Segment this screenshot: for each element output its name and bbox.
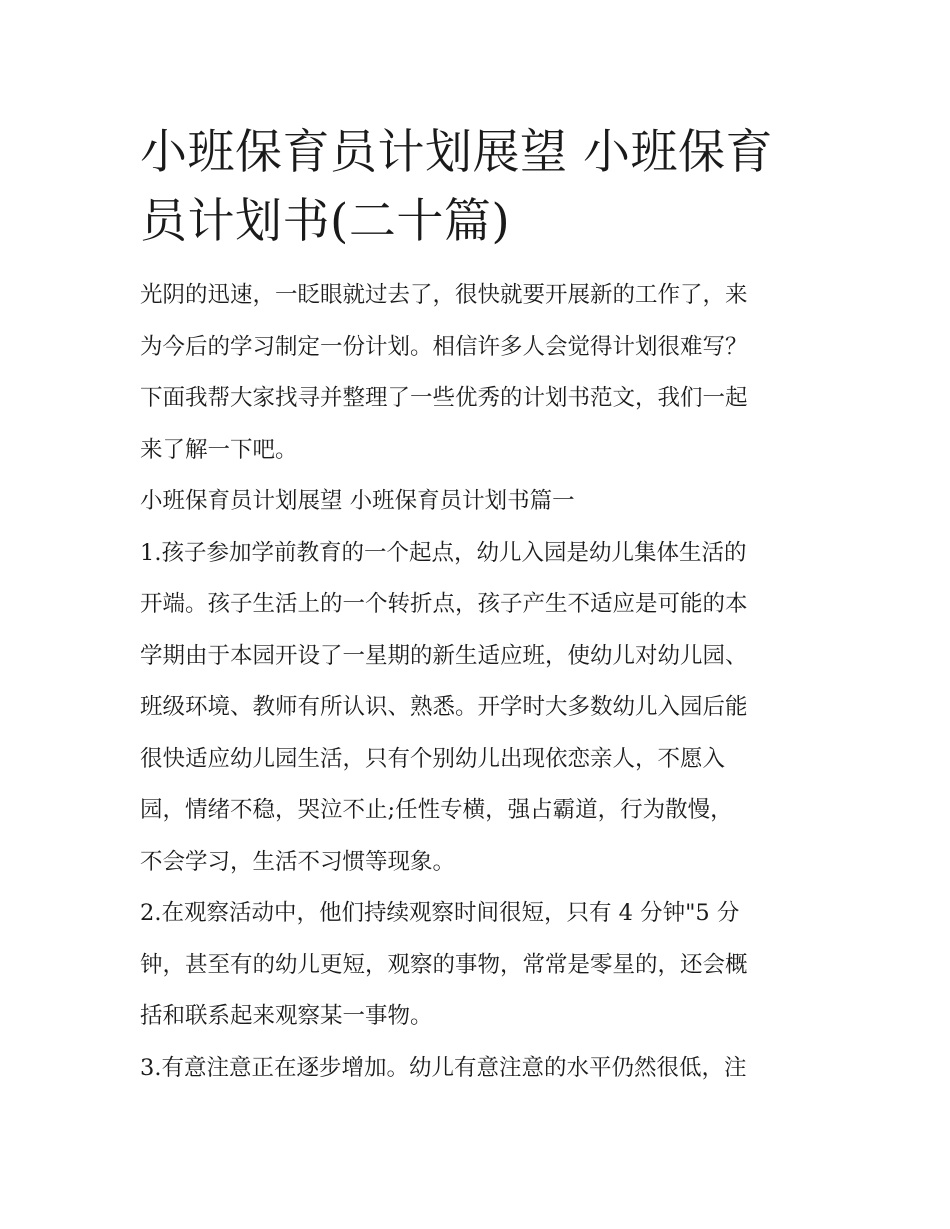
document-title: 小班保育员计划展望 小班保育 员计划书(二十篇) xyxy=(140,125,773,249)
paragraph-item-3: 3.有意注意正在逐步增加。幼儿有意注意的水平仍然很低，注 xyxy=(140,1054,747,1081)
paragraph-item-2: 2.在观察活动中，他们持续观察时间很短，只有 4 分钟"5 分 钟，甚至有的幼儿更短，观察的事物，常常是零星的，还会概 括和联系起来观察某一事物。 xyxy=(140,900,748,1029)
document-body xyxy=(140,118,820,1094)
section-heading: 小班保育员计划展望 小班保育员计划书篇一 xyxy=(140,488,575,514)
intro-paragraph: 光阴的迅速，一眨眼就过去了，很快就要开展新的工作了，来 为今后的学习制定一份计划。相信许多人会觉得计划很难写？ 下面我帮大家找寻并整理了一些优秀的计划书范文，我们一起 来了解一下吧。 xyxy=(140,282,748,463)
paragraph-item-1: 1.孩子参加学前教育的一个起点，幼儿入园是幼儿集体生活的 开端。孩子生活上的一个转折点，孩子产生不适应是可能的本 学期由于本园开设了一星期的新生适应班，使幼儿对幼儿园、 班级环境、教师有所认识、熟悉。开学时大多数幼儿入园后能 很快适应幼儿园生活，只有个别幼儿出现依恋亲人，不愿入 园，情绪不稳，哭泣不止;任性专横，强占霸道，行为散慢， 不会学习，生活不习惯等现象。 xyxy=(140,539,748,875)
